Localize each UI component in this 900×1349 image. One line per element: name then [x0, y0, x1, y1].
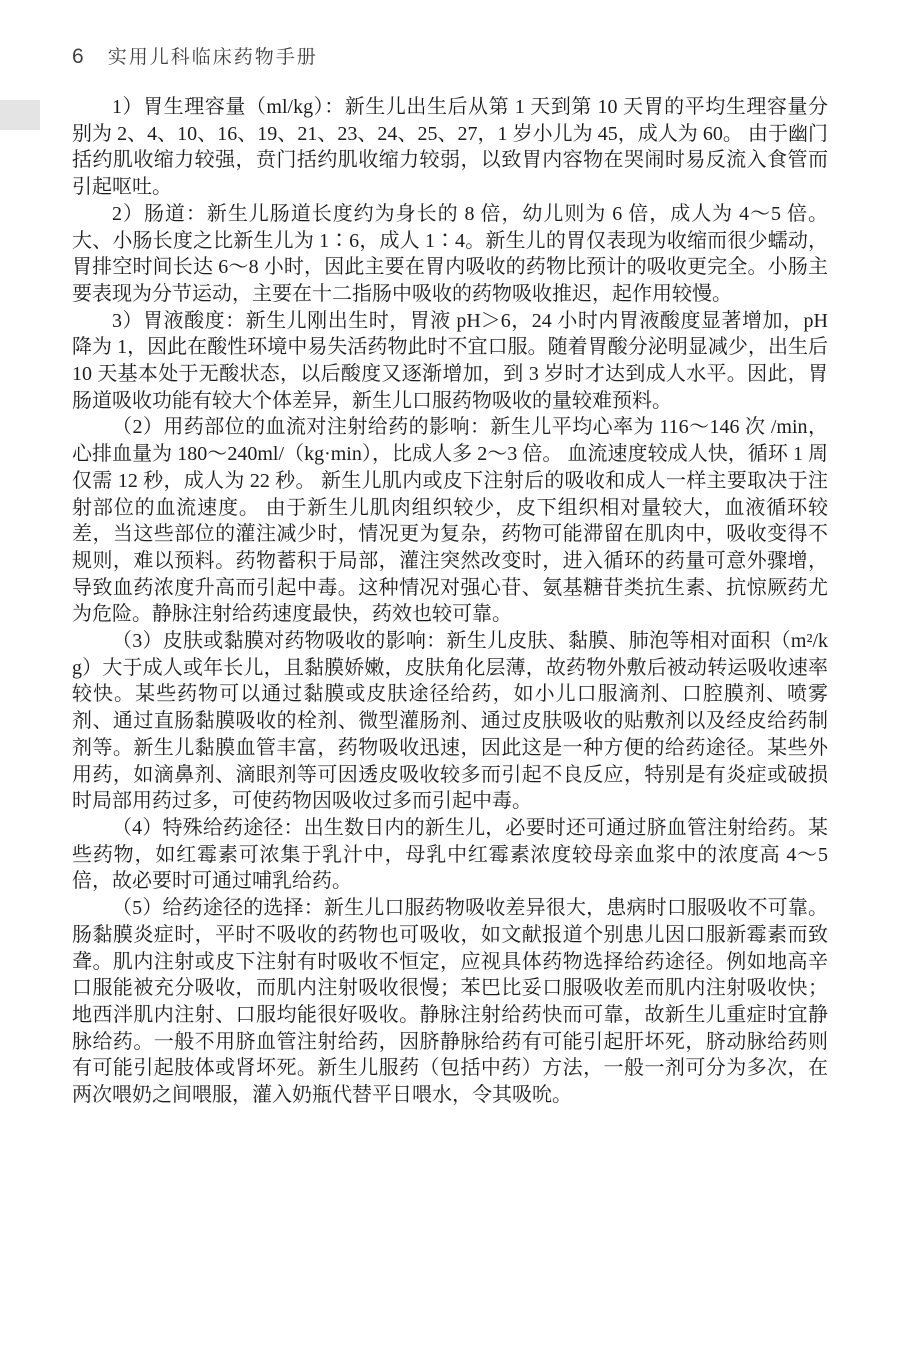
paragraphs-container: [72, 94, 828, 1109]
paragraph: （4）特殊给药途径：出生数日内的新生儿，必要时还可通过脐血管注射给药。某些药物，如红霉素可浓集于乳汁中，母乳中红霉素浓度较母亲血浆中的浓度高 4～5 倍，故必要时可通过哺乳给药。: [72, 816, 828, 893]
paragraph: （5）给药途径的选择：新生儿口服药物吸收差异很大，患病时口服吸收不可靠。肠黏膜炎症时，平时不吸收的药物也可吸收，如文献报道个别患儿因口服新霉素而致聋。肌内注射或皮下注射有时吸收不恒定，应视具体药物选择给药途径。例如地高辛口服能被充分吸收，而肌内注射吸收很慢；苯巴比妥口服吸收差而肌内注射吸收快；地西泮肌内注射、口服均能很好吸收。静脉注射给药快而可靠，故新生儿重症时宜静脉给药。一般不用脐血管注射给药，因脐静脉给药有可能引起肝坏死，脐动脉给药则有可能引起肢体或肾坏死。新生儿服药（包括中药）方法，一般一剂可分为多次，在两次喂奶之间喂服，灌入奶瓶代替平日喂水，令其吸吮。: [72, 897, 828, 1107]
paragraph: （3）皮肤或黏膜对药物吸收的影响：新生儿皮肤、黏膜、肺泡等相对面积（m²/kg）大于成人或年长儿，且黏膜娇嫩，皮肤角化层薄，故药物外敷后被动转运吸收速率较快。某些药物可以通过黏膜或皮肤途径给药，如小儿口服滴剂、口腔膜剂、喷雾剂、通过直肠黏膜吸收的栓剂、微型灌肠剂、通过皮肤吸收的贴敷剂以及经皮给药制剂等。新生儿黏膜血管丰富，药物吸收迅速，因此这是一种方便的给药途径。某些外用药，如滴鼻剂、滴眼剂等可因透皮吸收较多而引起不良反应，特别是有炎症或破损时局部用药过多，可使药物因吸收过多而引起中毒。: [72, 630, 828, 813]
paragraph: （2）用药部位的血流对注射给药的影响：新生儿平均心率为 116～146 次 /min，心排血量为 180～240ml/（kg·min），比成人多 2～3 倍。 血流速度较成人快，循环 1 周仅需 12 秒，成人为 22 秒。 新生儿肌内或皮下注射后的吸收和成人一样主要取决于注射部位的血流速度。 由于新生儿肌肉组织较少，皮下组织相对量较大，血液循环较差，当这些部位的灌注减少时，情况更为复杂，药物可能滞留在肌肉中，吸收变得不规则，难以预料。药物蓄积于局部，灌注突然改变时，进入循环的药量可意外骤增，导致血药浓度升高而引起中毒。这种情况对强心苷、氨基糖苷类抗生素、抗惊厥药尤为危险。静脉注射给药速度最快，药效也较可靠。: [72, 416, 828, 626]
margin-tab: [0, 100, 40, 130]
paragraph: 1）胃生理容量（ml/kg）：新生儿出生后从第 1 天到第 10 天胃的平均生理容量分别为 2、4、10、16、19、21、23、24、25、27，1 岁小儿为 45，成人为 60。 由于幽门括约肌收缩力较强，贲门括约肌收缩力较弱，以致胃内容物在哭闹时易反流入食管而引起呕吐。: [72, 96, 828, 199]
page-number: 6: [72, 45, 84, 68]
paragraph: 3）胃液酸度：新生儿刚出生时，胃液 pH＞6，24 小时内胃液酸度显著增加，pH 降为 1，因此在酸性环境中易失活药物此时不宜口服。随着胃酸分泌明显减少，出生后 10 天基本处于无酸状态，以后酸度又逐渐增加，到 3 岁时才达到成人水平。因此，胃肠道吸收功能有较大个体差异，新生儿口服药物吸收的量较难预料。: [72, 309, 828, 412]
page-header: [72, 42, 828, 69]
body-text: [72, 94, 828, 1109]
paragraph: 2）肠道：新生儿肠道长度约为身长的 8 倍，幼儿则为 6 倍，成人为 4～5 倍。大、小肠长度之比新生儿为 1∶6，成人 1∶4。新生儿的胃仅表现为收缩而很少蠕动，胃排空时间长达 6～8 小时，因此主要在胃内吸收的药物比预计的吸收更完全。小肠主要表现为分节运动，主要在十二指肠中吸收的药物吸收推迟，起作用较慢。: [72, 202, 828, 305]
running-title: 实用儿科临床药物手册: [107, 47, 318, 68]
